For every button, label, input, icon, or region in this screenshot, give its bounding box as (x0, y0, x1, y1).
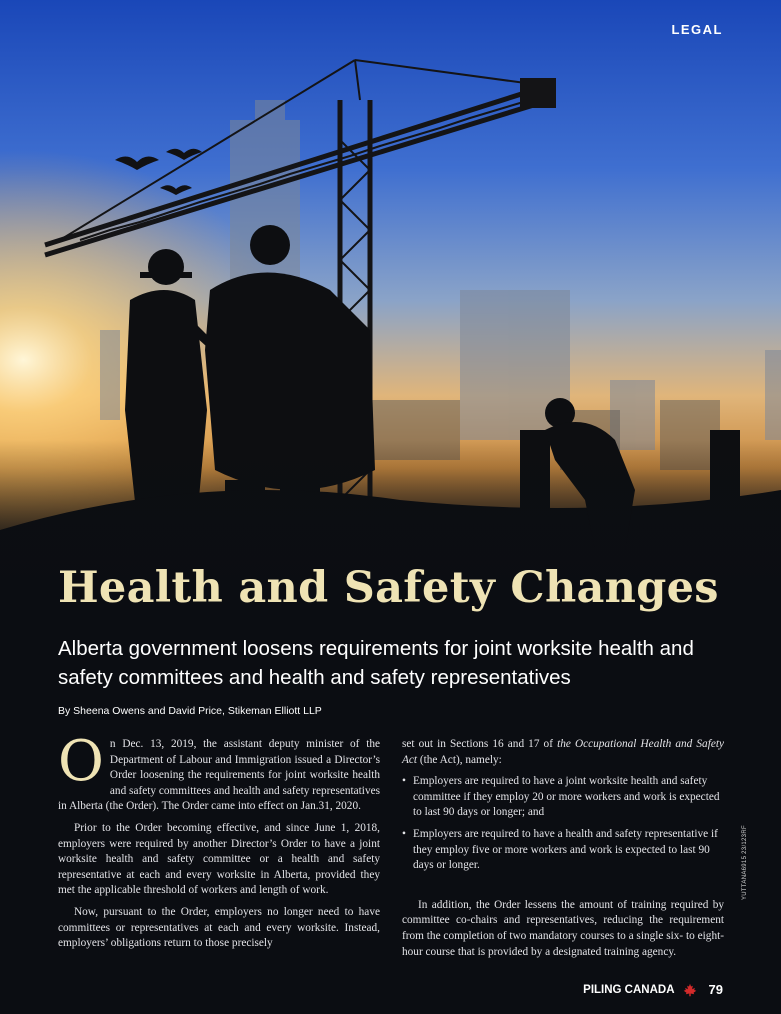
page-footer (583, 982, 723, 997)
article-headline: Health and Safety Changes (58, 563, 719, 613)
paragraph-4-end: (the Act), namely: (417, 753, 502, 766)
article-paragraph-3: Now, pursuant to the Order, employers no longer need to have committees or representatives at each and every worksite. Instead, employers’ obligations return to those precisely (58, 905, 380, 950)
maple-leaf-icon (683, 983, 697, 997)
photo-credit: YUTTANA6915 23/123RF (742, 825, 748, 900)
article-paragraph-1 (58, 729, 380, 815)
requirements-list (402, 774, 724, 874)
page-number: 79 (708, 982, 723, 997)
bullet-icon: • (402, 775, 406, 788)
article-paragraph-2: Prior to the Order becoming effective, and since June 1, 2018, employers were required by another Director’s Order to have a joint worksite health and safety committee or a health and safety representative at each and every worksite in Alberta, provided they met the applicable threshold of workers and length of work. (58, 821, 380, 897)
article-byline: By Sheena Owens and David Price, Stikeman Elliott LLP (58, 705, 322, 717)
article-paragraph-4 (402, 737, 724, 768)
list-item-text: Employers are required to have a joint worksite health and safety committee if they employ 20 or more workers and work is expected to last 90 days or longer; and (413, 775, 720, 819)
article-column-right (402, 737, 724, 966)
act-title: the Occupational Health and Safety Act (402, 738, 724, 766)
article-paragraph-5: In addition, the Order lessens the amount of training required by committee co-chairs and representatives, reducing the requirement from the completion of two mandatory courses to a single six- to eight-hour course that is provided by a designated training agency. (402, 898, 724, 958)
list-item-text: Employers are required to have a health and safety representative if they employ five or more workers and work is expected to last 90 days or longer. (413, 827, 718, 872)
bullet-icon: • (402, 827, 406, 840)
paragraph-1-text: n Dec. 13, 2019, the assistant deputy minister of the Department of Labour and Immigration issued a Director’s Order loosening the requirements for joint worksite health and safety committees and health and safety representatives in Alberta (the Order). The Order came into effect on Jan.31, 2020. (58, 738, 380, 813)
article-column-left (58, 729, 380, 958)
list-item (402, 827, 724, 874)
magazine-name: PILING CANADA (583, 983, 675, 996)
article-subheadline: Alberta government loosens requirements for joint worksite health and safety committees and health and safety representatives (58, 637, 694, 689)
paragraph-4-start: set out in Sections 16 and 17 of (402, 738, 558, 750)
drop-cap: O (58, 729, 104, 794)
list-item (402, 774, 724, 821)
column-spacer (402, 880, 724, 898)
section-tag: LEGAL (671, 22, 723, 37)
